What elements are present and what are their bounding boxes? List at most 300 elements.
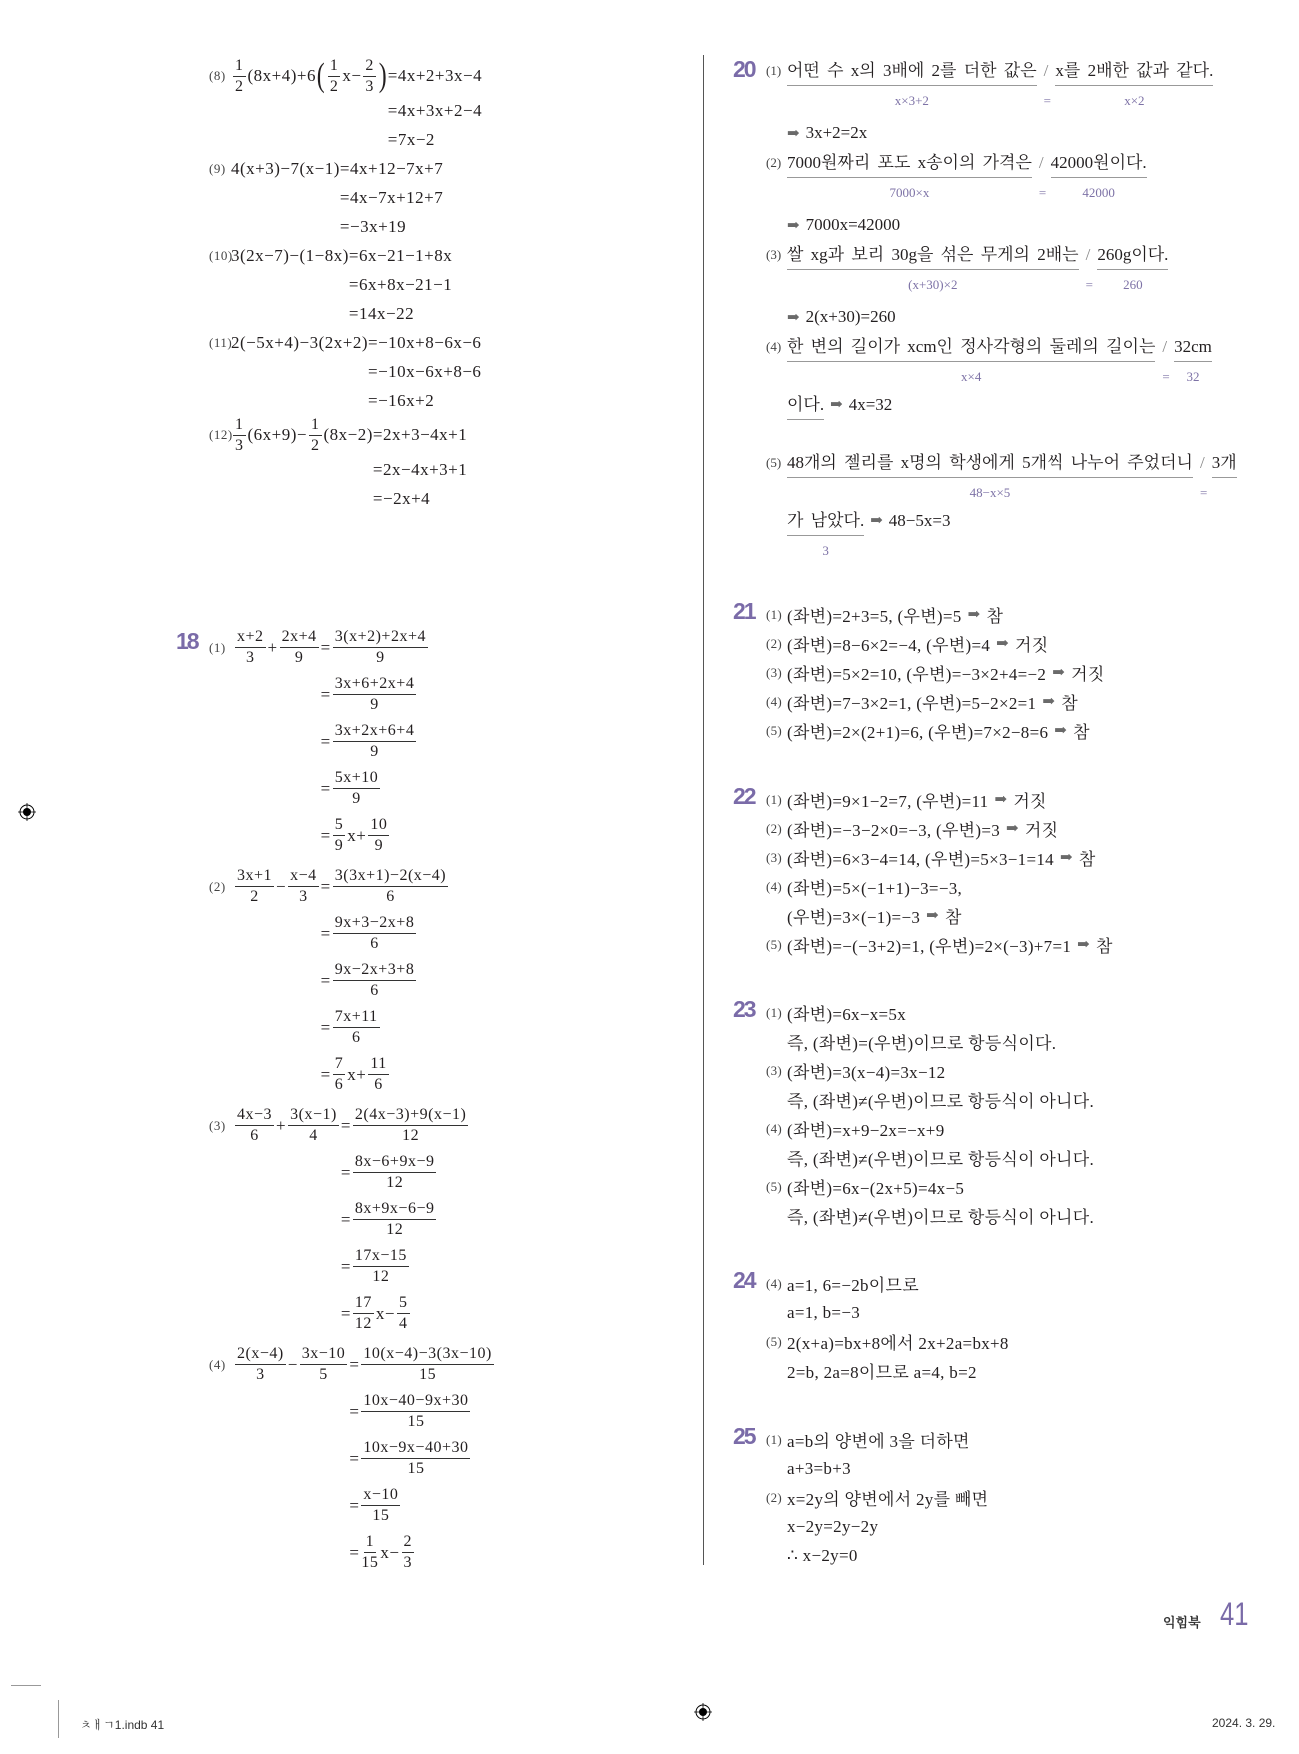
- denominator: 15: [407, 1413, 425, 1430]
- fraction: [333, 1055, 346, 1093]
- denominator: 2: [329, 77, 339, 95]
- phrase-text: 어떤 수 x의 3배에 2를 더한 값은: [787, 61, 1037, 80]
- answer-text: a+3=b+3: [787, 1458, 851, 1478]
- answer-text: (좌변)=9×1−2=7, (우변)=11: [787, 792, 989, 811]
- answer-line: [733, 1541, 1273, 1570]
- sentence-separator: [1162, 334, 1170, 384]
- denominator: 4: [399, 1315, 408, 1332]
- derivation-line: [209, 1435, 496, 1482]
- math-text: (8x+4)+6: [247, 66, 316, 85]
- phrase-text: 32cm: [1174, 337, 1212, 356]
- math-expression: [321, 816, 392, 854]
- math-text: +: [267, 637, 278, 657]
- item-label: (3): [766, 247, 782, 262]
- derivation-line: [209, 671, 496, 718]
- arrow-icon: ➡: [830, 397, 843, 413]
- item-label: (4): [766, 693, 783, 709]
- item-label: (11): [209, 334, 233, 350]
- answer-line: [733, 600, 1273, 629]
- numerator: 4x−3: [235, 1106, 274, 1126]
- math-text: =: [340, 1115, 351, 1135]
- item-label: (5): [766, 1333, 783, 1349]
- fraction: [235, 628, 266, 666]
- sentence: [787, 334, 1212, 384]
- fraction: [235, 867, 274, 905]
- derivation-line: [209, 1341, 496, 1388]
- fraction: [333, 1008, 380, 1046]
- arrow-icon: ➡: [1054, 723, 1068, 739]
- derivation-item: [209, 1341, 496, 1576]
- expression-note: =: [1043, 93, 1051, 108]
- derivation-item: [209, 624, 496, 859]
- denominator: 6: [374, 1076, 383, 1093]
- answer-result: 3x+2=2x: [805, 123, 868, 142]
- derivation-line: [209, 624, 496, 671]
- expression-note: x×2: [1124, 93, 1145, 108]
- math-expression: [349, 1392, 472, 1430]
- problem-24: [733, 1269, 1273, 1385]
- fraction: [353, 1200, 437, 1238]
- math-expression: [341, 1200, 439, 1238]
- big-parenthesis: ): [378, 57, 387, 94]
- expression-note: 7000×x: [889, 185, 930, 200]
- answer-text: (좌변)=x+9−2x=−x+9: [787, 1121, 945, 1140]
- answer-result: 참: [1096, 937, 1113, 956]
- fraction: [333, 722, 417, 760]
- denominator: 12: [386, 1174, 404, 1191]
- fraction: [333, 675, 417, 713]
- expression-note: (x+30)×2: [908, 277, 958, 292]
- derivation-item: [209, 56, 482, 154]
- numerator: x+2: [235, 628, 266, 648]
- numerator: 3(3x+1)−2(x−4): [333, 867, 448, 887]
- answer-text: (좌변)=5×2=10, (우변)=−3×2+4=−2: [787, 665, 1047, 684]
- item-label: (1): [766, 63, 782, 78]
- book-label: 익힘북: [1163, 1615, 1201, 1630]
- answer-line: [733, 1056, 1273, 1085]
- phrase-text: /: [1043, 61, 1049, 80]
- fraction: [288, 867, 319, 905]
- fraction: [368, 1055, 388, 1093]
- fraction: [361, 1392, 470, 1430]
- item-label: (5): [766, 1178, 783, 1194]
- problem-number: 25: [733, 1423, 755, 1449]
- derivation-line: [209, 415, 482, 455]
- derivation-item: [209, 863, 496, 1098]
- arrow-icon: ➡: [787, 217, 800, 234]
- math-text: −: [276, 876, 287, 896]
- arrow-icon: ➡: [787, 309, 800, 326]
- problem-20: [733, 58, 1273, 566]
- answer-line: [733, 658, 1273, 687]
- underlined-phrase: [787, 508, 865, 558]
- fraction: [353, 1153, 437, 1191]
- math-expression: [349, 304, 414, 324]
- answer-result: 7000x=42000: [805, 215, 901, 234]
- item-label: (1): [766, 791, 783, 807]
- item-label: (2): [766, 155, 782, 170]
- item-label: (2): [766, 635, 783, 651]
- sentence-row: [733, 242, 1273, 300]
- fraction: [288, 1106, 339, 1144]
- answer-line: [733, 687, 1273, 716]
- answer-line: [733, 843, 1273, 872]
- denominator: 12: [372, 1268, 390, 1285]
- arrow-icon: ➡: [926, 908, 940, 924]
- math-expression: [340, 217, 406, 237]
- problem-17-continued: [209, 56, 482, 513]
- fraction: [353, 1294, 374, 1332]
- math-text: x−: [375, 1303, 395, 1323]
- underlined-phrase: [1097, 242, 1169, 292]
- answer-line: [733, 1269, 1273, 1298]
- math-expression: [321, 914, 419, 952]
- problem-number: 20: [733, 56, 755, 82]
- denominator: 3: [299, 888, 308, 905]
- phrase-text: 가 남았다.: [787, 511, 865, 530]
- numerator: 17: [353, 1294, 374, 1314]
- fraction: [333, 961, 417, 999]
- math-text: =−10x+8−6x−6: [368, 332, 482, 352]
- answer-line: [733, 1512, 1273, 1541]
- answer-text: (좌변)=2+3=5, (우변)=5: [787, 607, 962, 626]
- answer-text: (좌변)=−(−3+2)=1, (우변)=2×(−3)+7=1: [787, 937, 1072, 956]
- math-text: =: [320, 637, 331, 657]
- problem-25-body: [733, 1425, 1273, 1570]
- math-text: 2(−5x+4)−3(2x+2): [231, 332, 368, 352]
- denominator: 2: [235, 77, 244, 95]
- item-label: (3): [209, 1117, 226, 1133]
- page-number: 41: [1220, 1596, 1249, 1632]
- answer-line: [733, 930, 1273, 959]
- answer-line: [733, 1298, 1273, 1327]
- math-expression: [321, 961, 419, 999]
- answer-text: (좌변)=3(x−4)=3x−12: [787, 1063, 946, 1082]
- equation-line: [733, 208, 1273, 242]
- item-label: (12): [209, 427, 233, 442]
- item-label: (1): [766, 1431, 783, 1447]
- math-text: =: [340, 1162, 351, 1182]
- answer-line: [733, 1356, 1273, 1385]
- phrase-text: 이다.: [787, 395, 825, 414]
- math-expression: [373, 489, 430, 509]
- answer-text: a=1, 6=−2b이므로: [787, 1276, 919, 1295]
- item-label: (1): [209, 639, 226, 655]
- fraction: [361, 1439, 470, 1477]
- answer-line: [733, 1425, 1273, 1454]
- sentence-row: [733, 392, 1273, 450]
- problem-24-body: [733, 1269, 1273, 1385]
- registration-mark-icon: [694, 1703, 712, 1721]
- denominator: 6: [386, 888, 395, 905]
- numerator: 2(4x−3)+9(x−1): [353, 1106, 468, 1126]
- arrow-icon: ➡: [996, 636, 1010, 652]
- item-label: (8): [209, 68, 226, 83]
- numerator: x−4: [288, 867, 319, 887]
- numerator: 7: [333, 1055, 346, 1075]
- answer-text: (좌변)=8−6×2=−4, (우변)=4: [787, 636, 991, 655]
- math-expression: [233, 867, 321, 905]
- denominator: 2: [311, 436, 320, 454]
- equation-line: [733, 300, 1273, 334]
- math-text: =: [340, 1256, 351, 1276]
- arrow-icon: ➡: [1006, 821, 1019, 837]
- math-expression: [373, 425, 467, 445]
- math-text: =4x−7x+12+7: [339, 187, 444, 207]
- denominator: 9: [294, 649, 304, 666]
- problem-25: [733, 1425, 1273, 1570]
- numerator: 5: [397, 1294, 410, 1314]
- numerator: 9x+3−2x+8: [333, 914, 417, 934]
- answer-text: (좌변)=6x−(2x+5)=4x−5: [787, 1179, 965, 1198]
- sentence: [787, 450, 1237, 500]
- denominator: 6: [351, 1029, 361, 1046]
- numerator: 5x+10: [333, 769, 381, 789]
- item-label: (4): [766, 339, 782, 354]
- math-expression: [233, 1345, 349, 1383]
- derivation-line: [209, 1529, 496, 1576]
- item-label: (2): [209, 878, 226, 894]
- problem-21: [733, 600, 1273, 745]
- math-text: =: [320, 923, 331, 943]
- fraction: [353, 1247, 409, 1285]
- derivation-line: [209, 357, 482, 386]
- arrow-icon: ➡: [1052, 665, 1066, 681]
- denominator: 9: [376, 649, 385, 666]
- numerator: 3(x+2)+2x+4: [333, 628, 428, 648]
- derivation-line: [209, 1102, 496, 1149]
- math-text: (6x+9)−: [247, 425, 307, 444]
- answer-line: [733, 785, 1273, 814]
- answer-text: 즉, (좌변)≠(우변)이므로 항등식이 아니다.: [787, 1208, 1095, 1227]
- math-expression: [321, 769, 383, 807]
- answer-line: [733, 1027, 1273, 1056]
- phrase-text: 3개: [1211, 453, 1237, 472]
- sentence-row: [733, 150, 1273, 208]
- answer-text: (좌변)=5×(−1+1)−3=−3,: [787, 879, 963, 898]
- answer-text: (좌변)=6x−x=5x: [787, 1005, 907, 1024]
- derivation-line: [209, 1290, 496, 1337]
- phrase-text: x를 2배한 값과 같다.: [1055, 61, 1214, 80]
- answer-text: 즉, (좌변)=(우변)이므로 항등식이다.: [787, 1034, 1057, 1053]
- derivation-line: [209, 96, 482, 125]
- phrase-text: /: [1038, 153, 1044, 172]
- answer-result: 거짓: [1071, 665, 1105, 684]
- expression-note: =: [1038, 185, 1047, 200]
- math-text: =4x+12−7x+7: [339, 158, 444, 178]
- math-expression: [233, 628, 321, 666]
- math-text: =: [320, 1064, 331, 1084]
- underlined-phrase: [787, 334, 1156, 384]
- fraction: [333, 867, 448, 905]
- fraction: [361, 1486, 400, 1524]
- numerator: 10: [368, 816, 389, 836]
- math-expression: [321, 722, 419, 760]
- math-text: =−10x−6x+8−6: [368, 361, 482, 381]
- phrase-text: /: [1085, 245, 1091, 264]
- math-expression: [349, 1486, 402, 1524]
- item-label: (4): [766, 878, 783, 894]
- fraction: [235, 1345, 286, 1383]
- derivation-line: [209, 1388, 496, 1435]
- sentence-row: [733, 508, 1273, 566]
- problem-number: 21: [733, 598, 755, 624]
- answer-result: 참: [945, 908, 962, 927]
- math-expression: [388, 101, 482, 121]
- math-text: =6x+8x−21−1: [348, 274, 453, 294]
- denominator: 4: [309, 1127, 318, 1144]
- math-expression: [231, 57, 388, 95]
- fraction: [233, 416, 246, 454]
- denominator: 5: [319, 1366, 328, 1383]
- sentence: [787, 242, 1169, 292]
- arrow-icon: ➡: [870, 513, 883, 529]
- sentence: [787, 150, 1147, 200]
- item-label: [766, 508, 787, 513]
- equation-line: [733, 116, 1273, 150]
- answer-result: 48−5x=3: [888, 511, 951, 530]
- fraction: [235, 1106, 274, 1144]
- math-text: =: [320, 684, 331, 704]
- sentence-row: [733, 58, 1273, 116]
- math-expression: [388, 130, 435, 150]
- math-text: =: [349, 1542, 360, 1562]
- math-expression: [373, 460, 467, 480]
- answer-line: [733, 814, 1273, 843]
- item-label: (3): [766, 664, 783, 680]
- numerator: 1: [233, 57, 246, 77]
- math-text: =: [320, 970, 331, 990]
- fraction: [402, 1533, 415, 1571]
- numerator: 10x−9x−40+30: [361, 1439, 470, 1459]
- numerator: 7x+11: [333, 1008, 380, 1028]
- problem-18: [176, 620, 496, 1576]
- sentence: [787, 508, 951, 558]
- derivation-line: [209, 1051, 496, 1098]
- math-expression: [349, 1439, 472, 1477]
- fraction: [363, 57, 376, 95]
- math-text: =4x+2+3x−4: [387, 66, 483, 85]
- math-expression: [368, 362, 481, 382]
- answer-line: [733, 1114, 1273, 1143]
- denominator: 9: [370, 696, 379, 713]
- expression-note: x×3+2: [894, 93, 929, 108]
- crop-mark: [11, 1685, 41, 1686]
- underlined-phrase: [787, 58, 1037, 108]
- problem-23-body: [733, 998, 1273, 1230]
- expression-note: 42000: [1082, 185, 1115, 200]
- problem-18-body: [176, 624, 496, 1576]
- fraction: [233, 57, 246, 95]
- denominator: 3: [246, 649, 255, 666]
- math-expression: [233, 1106, 341, 1144]
- fraction: [300, 1345, 348, 1383]
- phrase-text: 260g이다.: [1097, 245, 1169, 264]
- denominator: 3: [235, 436, 244, 454]
- phrase-text: 7000원짜리 포도 x송이의 가격은: [787, 153, 1032, 172]
- derivation-line: [209, 1196, 496, 1243]
- problem-number: 23: [733, 996, 755, 1022]
- answer-line: [733, 998, 1273, 1027]
- sentence: [787, 392, 892, 420]
- denominator: 6: [334, 1076, 344, 1093]
- underlined-phrase: [787, 150, 1032, 200]
- derivation-line: [209, 718, 496, 765]
- math-text: =14x−22: [348, 303, 415, 323]
- phrase-text: 42000원이다.: [1050, 153, 1147, 172]
- answer-result: 거짓: [1024, 821, 1059, 840]
- arrow-icon: ➡: [787, 125, 800, 142]
- math-expression: [388, 66, 482, 86]
- underlined-phrase: [787, 450, 1193, 500]
- expression-note: =: [1162, 369, 1170, 384]
- file-slug: ㅊㅐㄱ1.indb 41: [80, 1718, 165, 1732]
- denominator: 3: [365, 77, 374, 95]
- math-text: =: [320, 876, 331, 896]
- derivation-line: [209, 812, 496, 859]
- math-text: x−: [342, 66, 362, 85]
- numerator: 3(x−1): [288, 1106, 339, 1126]
- item-label: (5): [766, 722, 783, 738]
- denominator: 9: [370, 743, 379, 760]
- math-expression: [321, 867, 450, 905]
- answer-text: (좌변)=−3−2×0=−3, (우변)=3: [787, 821, 1001, 840]
- math-text: =−16x+2: [368, 390, 435, 410]
- math-expression: [340, 159, 443, 179]
- math-text: x+: [347, 825, 367, 845]
- numerator: 2: [402, 1533, 415, 1553]
- derivation-line: [209, 154, 482, 183]
- item-label: (5): [766, 455, 782, 470]
- expression-note: 260: [1123, 277, 1143, 292]
- numerator: 1: [309, 416, 322, 436]
- derivation-line: [209, 957, 496, 1004]
- phrase-text: 48개의 젤리를 x명의 학생에게 5개씩 나누어 주었더니: [787, 453, 1193, 472]
- numerator: 2(x−4): [235, 1345, 286, 1365]
- derivation-item: [209, 415, 482, 513]
- math-text: =: [349, 1354, 360, 1374]
- answer-line: [733, 1483, 1273, 1512]
- derivation-item: [209, 328, 482, 415]
- math-expression: [340, 188, 443, 208]
- math-expression: [231, 159, 340, 179]
- math-expression: [341, 1294, 412, 1332]
- derivation-line: [209, 484, 482, 513]
- expression-note: 32: [1186, 369, 1200, 384]
- derivation-line: [209, 765, 496, 812]
- underlined-phrase: [1055, 58, 1214, 108]
- underlined-phrase: [1050, 150, 1147, 200]
- fraction: [280, 628, 319, 666]
- math-text: =: [349, 1495, 360, 1515]
- math-expression: [341, 1106, 470, 1144]
- phrase-text: 쌀 xg과 보리 30g을 섞은 무게의 2배는: [787, 245, 1079, 264]
- answer-text: 즉, (좌변)≠(우변)이므로 항등식이 아니다.: [787, 1150, 1095, 1169]
- answer-text: ∴ x−2y=0: [787, 1545, 858, 1565]
- math-text: =−2x+4: [372, 488, 431, 508]
- sentence-row: [733, 334, 1273, 392]
- derivation-line: [209, 1004, 496, 1051]
- sentence: [787, 58, 1214, 108]
- numerator: 9x−2x+3+8: [333, 961, 417, 981]
- math-text: =: [349, 1401, 360, 1421]
- math-expression: [321, 1055, 391, 1093]
- answer-text: 즉, (좌변)≠(우변)이므로 항등식이 아니다.: [787, 1092, 1095, 1111]
- answer-line: [733, 1327, 1273, 1356]
- math-text: +: [276, 1115, 287, 1135]
- numerator: 1: [328, 57, 341, 77]
- math-expression: [321, 628, 430, 666]
